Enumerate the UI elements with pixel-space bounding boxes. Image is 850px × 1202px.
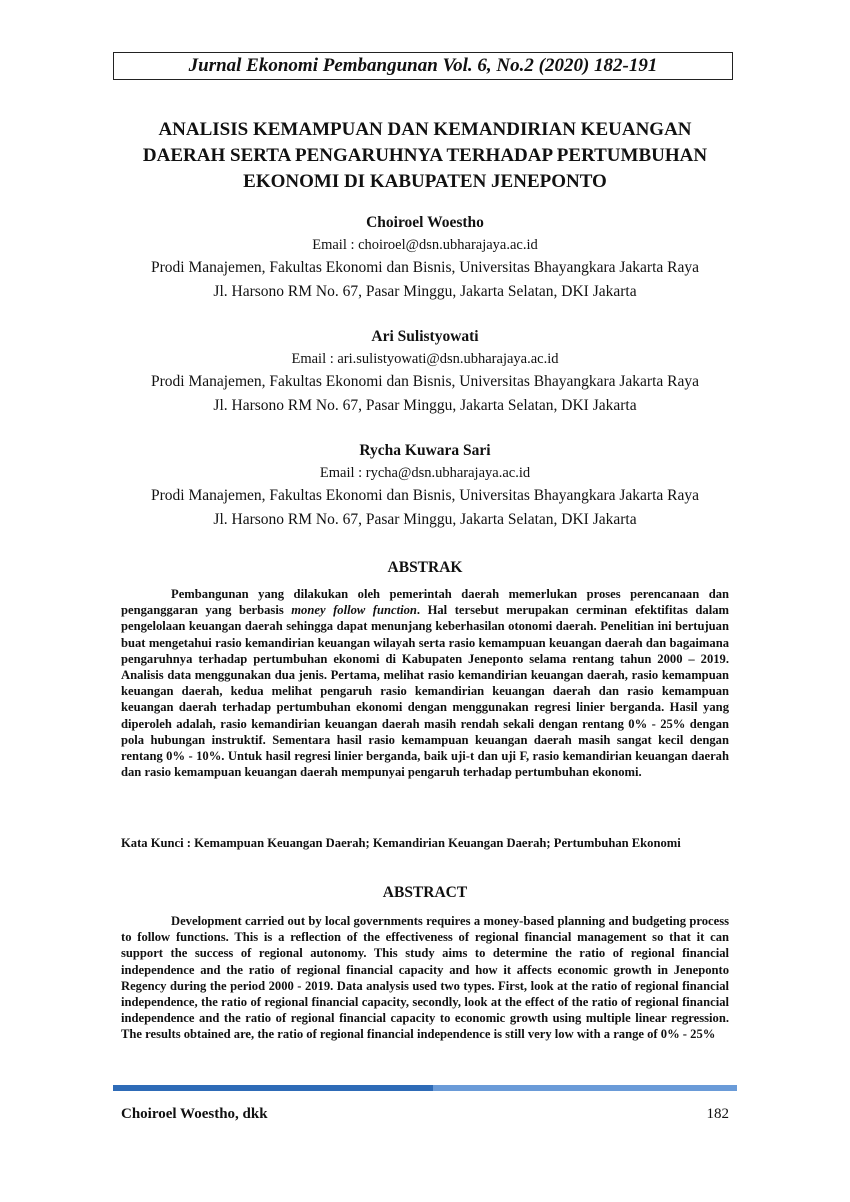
author-name: Choiroel Woestho: [366, 214, 484, 231]
journal-title: Jurnal Ekonomi Pembangunan Vol. 6, No.2 (2020) 182-191: [188, 55, 658, 76]
abstrak-text-end: . Hal tersebut merupakan cerminan efektifitas dalam pengelolaan keuangan daerah sehingga dapat menunjang keberhasilan otonomi daerah. Penelitian ini bertujuan buat mengetahui rasio kemandirian keuangan wilayah serta rasio kemampuan keuangan daerah dan bagaimana pengaruhnya terhadap pertumbuhan ekonomi di Kabupaten Jeneponto selama rentang tahun 2000 – 2019. Analisis data menggunakan dua jenis. Pertama, melihat rasio kemandirian keuangan daerah, rasio kemampuan keuangan daerah, kedua melihat pengaruh rasio kemandirian keuangan daerah dan rasio kemampuan keuangan daerah terhadap pertumbuhan ekonomi dengan menggunakan regresi linier berganda. Hasil yang diperoleh adalah, rasio kemandirian keuangan daerah masih rendah sekali dengan rentang 0% - 25% dengan pola hubungan instruktif. Sementara hasil rasio kemampuan keuangan daerah masih sangat kecil dengan rentang 0% - 10%. Untuk hasil regresi linier berganda, baik uji-t dan uji F, rasio kemandirian keuangan daerah dan rasio kemampuan keuangan daerah mempunyai pengaruh terhadap pertumbuhan ekonomi.: [121, 603, 729, 780]
author-email: Email : ari.sulistyowati@dsn.ubharajaya.ac.id: [291, 351, 559, 367]
author-name: Ari Sulistyowati: [371, 328, 479, 345]
title-line: EKONOMI DI KABUPATEN JENEPONTO: [243, 171, 607, 192]
author-address: Jl. Harsono RM No. 67, Pasar Minggu, Jakarta Selatan, DKI Jakarta: [213, 397, 637, 414]
author-email: Email : rycha@dsn.ubharajaya.ac.id: [319, 465, 531, 481]
abstrak-italic-term: money follow function: [291, 603, 417, 618]
abstract-heading: ABSTRACT: [382, 884, 468, 901]
abstract-body: [121, 913, 729, 1043]
journal-header: [113, 52, 733, 80]
author-name: Rycha Kuwara Sari: [359, 442, 491, 459]
author-address: Jl. Harsono RM No. 67, Pasar Minggu, Jakarta Selatan, DKI Jakarta: [213, 283, 637, 300]
footer-author: Choiroel Woestho, dkk: [121, 1106, 268, 1122]
footer-divider-dark: [113, 1085, 433, 1091]
abstrak-heading: ABSTRAK: [387, 559, 463, 576]
author-block: [100, 440, 750, 532]
author-affiliation: Prodi Manajemen, Fakultas Ekonomi dan Bisnis, Universitas Bhayangkara Jakarta Raya: [151, 487, 699, 504]
title-line: ANALISIS KEMAMPUAN DAN KEMANDIRIAN KEUANGAN: [158, 119, 692, 140]
author-affiliation: Prodi Manajemen, Fakultas Ekonomi dan Bisnis, Universitas Bhayangkara Jakarta Raya: [151, 259, 699, 276]
abstrak-body: [121, 586, 729, 780]
author-address: Jl. Harsono RM No. 67, Pasar Minggu, Jakarta Selatan, DKI Jakarta: [213, 511, 637, 528]
keywords: Kata Kunci : Kemampuan Keuangan Daerah; Kemandirian Keuangan Daerah; Pertumbuhan Ekonomi: [121, 836, 681, 850]
author-affiliation: Prodi Manajemen, Fakultas Ekonomi dan Bisnis, Universitas Bhayangkara Jakarta Raya: [151, 373, 699, 390]
abstract-text: Development carried out by local governments requires a money-based planning and budgeting process to follow functions. This is a reflection of the effectiveness of regional financial management so that it can support the success of regional autonomy. This study aims to determine the ratio of regional financial independence and the ratio of regional financial capacity and how it affects economic growth in Jeneponto Regency during the period 2000 - 2019. Data analysis used two types. First, look at the ratio of regional financial independence, the ratio of regional financial capacity, secondly, look at the effect of the ratio of regional financial independence and the ratio of regional financial capacity to economic growth using multiple linear regression. The results obtained are, the ratio of regional financial independence is still very low with a range of 0% - 25%: [121, 914, 729, 1042]
paper-title: [100, 117, 750, 195]
abstrak-text-start: Pembangunan yang dilakukan oleh pemerintah daerah memerlukan proses perencanaan dan penganggaran yang berbasis: [121, 587, 729, 618]
author-block: [100, 326, 750, 418]
footer-divider: [113, 1085, 737, 1091]
author-block: [100, 212, 750, 304]
page-number: 182: [706, 1106, 729, 1122]
author-email: Email : choiroel@dsn.ubharajaya.ac.id: [312, 237, 538, 253]
title-line: DAERAH SERTA PENGARUHNYA TERHADAP PERTUMBUHAN: [142, 145, 708, 166]
